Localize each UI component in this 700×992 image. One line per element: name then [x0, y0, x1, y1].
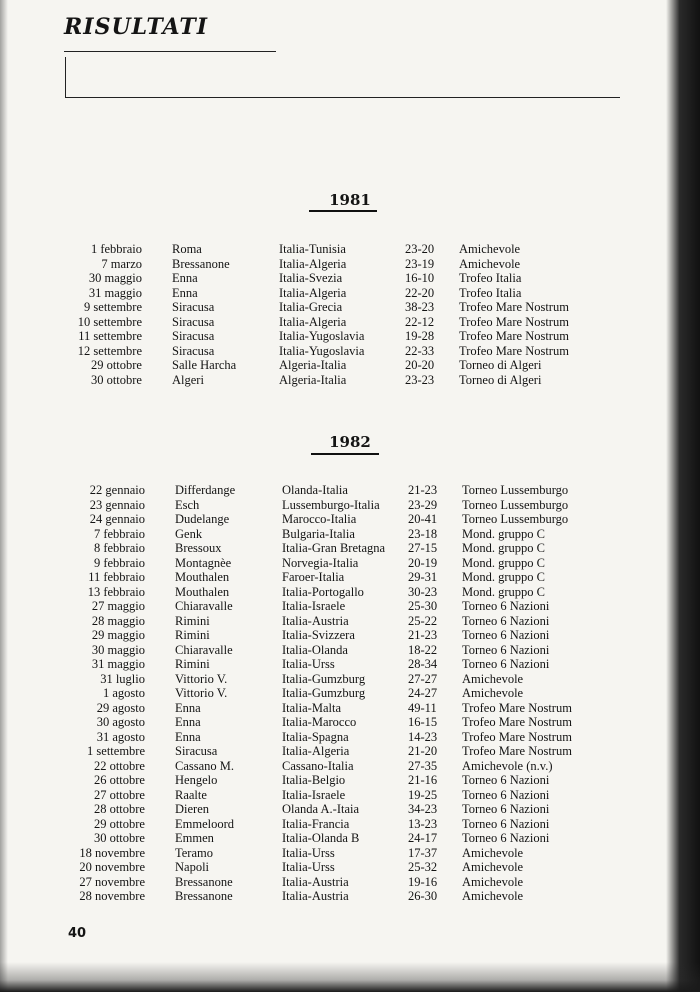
match-city: Enna — [172, 285, 198, 300]
match-date: 13 febbraio — [87, 584, 145, 599]
match-city: Rimini — [175, 613, 210, 628]
match-event: Amichevole — [459, 242, 521, 256]
section-year-1982: 1982 — [329, 433, 371, 451]
match-city: Esch — [175, 497, 200, 512]
table-row — [0, 860, 700, 875]
table-row — [0, 831, 700, 846]
year-underline-1981 — [309, 210, 377, 212]
table-row — [0, 300, 700, 315]
title-underline — [64, 51, 276, 52]
match-event: Torneo 6 Nazioni — [462, 831, 550, 845]
match-event: Torneo di Algeri — [459, 372, 542, 387]
match-event: Torneo 6 Nazioni — [462, 802, 550, 816]
match-score: 49-11 — [408, 700, 437, 715]
match-score: 23-29 — [408, 497, 438, 512]
table-row — [0, 242, 700, 257]
table-row — [0, 744, 700, 759]
match-date: 7 marzo — [101, 256, 142, 271]
match-event: Torneo 6 Nazioni — [462, 642, 550, 657]
match-teams: Italia-Spagna — [282, 729, 349, 744]
page-title: RISULTATI — [64, 14, 209, 40]
match-city: Bressanone — [172, 256, 230, 271]
match-teams: Olanda-Italia — [282, 483, 348, 497]
match-date: 18 novembre — [79, 845, 145, 860]
match-score: 27-35 — [408, 758, 438, 773]
match-city: Rimini — [175, 628, 210, 642]
match-event: Mond. gruppo C — [462, 570, 545, 584]
match-date: 27 ottobre — [93, 787, 145, 802]
match-score: 25-30 — [408, 599, 438, 613]
match-score: 22-33 — [405, 343, 435, 358]
match-teams: Norvegia-Italia — [282, 555, 359, 570]
match-teams: Italia-Urss — [282, 860, 335, 874]
table-row — [0, 483, 700, 498]
scan-shadow-right — [666, 0, 700, 992]
match-score: 19-16 — [408, 874, 438, 889]
match-score: 19-25 — [408, 787, 438, 802]
match-teams: Faroer-Italia — [282, 570, 345, 584]
match-event: Amichevole (n.v.) — [462, 758, 553, 773]
match-score: 24-27 — [408, 686, 438, 700]
results-table-1982 — [0, 483, 700, 904]
match-teams: Italia-Marocco — [282, 715, 357, 729]
match-date: 22 gennaio — [89, 483, 145, 497]
match-event: Mond. gruppo C — [462, 541, 545, 555]
match-event: Torneo 6 Nazioni — [462, 787, 550, 802]
match-teams: Italia-Urss — [282, 657, 335, 671]
scan-shadow-bottom — [0, 962, 700, 992]
match-city: Dudelange — [175, 512, 230, 526]
results-table-1981 — [0, 242, 700, 387]
match-date: 7 febbraio — [93, 526, 145, 541]
match-score: 34-23 — [408, 802, 438, 816]
match-date: 28 ottobre — [93, 802, 145, 816]
match-date: 23 gennaio — [89, 497, 145, 512]
table-row — [0, 599, 700, 614]
match-city: Mouthalen — [175, 570, 230, 584]
match-teams: Italia-Austria — [282, 889, 349, 903]
match-event: Trofeo Mare Nostrum — [459, 329, 569, 343]
match-date: 8 febbraio — [93, 541, 145, 555]
match-city: Enna — [175, 700, 201, 715]
match-city: Siracusa — [172, 329, 215, 343]
match-event: Trofeo Mare Nostrum — [459, 314, 569, 329]
match-city: Genk — [175, 526, 203, 541]
match-score: 14-23 — [408, 729, 438, 744]
match-date: 31 maggio — [88, 285, 142, 300]
table-row — [0, 527, 700, 542]
header-rule-frame — [65, 57, 620, 98]
match-teams: Italia-Francia — [282, 816, 350, 831]
table-row — [0, 271, 700, 286]
match-teams: Italia-Gran Bretagna — [282, 541, 386, 555]
match-city: Napoli — [175, 860, 210, 874]
table-row — [0, 889, 700, 904]
match-city: Dieren — [175, 802, 210, 816]
match-teams: Italia-Portogallo — [282, 584, 364, 599]
match-date: 10 settembre — [77, 314, 142, 329]
match-event: Torneo 6 Nazioni — [462, 657, 550, 671]
match-event: Trofeo Mare Nostrum — [462, 700, 572, 715]
match-city: Siracusa — [172, 343, 215, 358]
match-score: 27-27 — [408, 671, 438, 686]
match-city: Emmen — [175, 831, 214, 845]
match-event: Torneo di Algeri — [459, 358, 542, 372]
match-score: 23-23 — [405, 372, 435, 387]
match-event: Torneo 6 Nazioni — [462, 816, 550, 831]
match-score: 24-17 — [408, 831, 438, 845]
match-event: Mond. gruppo C — [462, 584, 545, 599]
match-city: Rimini — [175, 657, 210, 671]
match-date: 1 agosto — [102, 686, 145, 700]
table-row — [0, 817, 700, 832]
table-row — [0, 570, 700, 585]
match-date: 29 ottobre — [90, 358, 142, 372]
table-row — [0, 315, 700, 330]
table-row — [0, 585, 700, 600]
match-date: 20 novembre — [79, 860, 145, 874]
match-date: 28 maggio — [91, 613, 145, 628]
table-row — [0, 286, 700, 301]
match-city: Salle Harcha — [172, 358, 237, 372]
match-date: 30 ottobre — [93, 831, 145, 845]
match-event: Amichevole — [462, 686, 524, 700]
table-row — [0, 498, 700, 513]
match-teams: Lussemburgo-Italia — [282, 497, 380, 512]
match-city: Siracusa — [172, 300, 215, 314]
section-year-1981: 1981 — [329, 191, 371, 209]
match-score: 27-15 — [408, 541, 438, 555]
match-event: Torneo Lussemburgo — [462, 512, 569, 526]
match-event: Trofeo Mare Nostrum — [459, 300, 569, 314]
match-score: 23-19 — [405, 256, 435, 271]
match-date: 11 settembre — [78, 329, 142, 343]
match-event: Torneo 6 Nazioni — [462, 628, 550, 642]
match-event: Amichevole — [462, 889, 524, 903]
match-teams: Italia-Algeria — [279, 256, 347, 271]
match-city: Chiaravalle — [175, 642, 233, 657]
match-teams: Bulgaria-Italia — [282, 526, 355, 541]
match-event: Amichevole — [462, 874, 524, 889]
year-underline-1982 — [311, 453, 379, 455]
match-teams: Italia-Algeria — [279, 285, 347, 300]
match-city: Emmeloord — [175, 816, 235, 831]
match-score: 26-30 — [408, 889, 438, 903]
match-date: 24 gennaio — [89, 512, 145, 526]
match-city: Vittorio V. — [175, 686, 228, 700]
match-city: Enna — [172, 271, 198, 285]
table-row — [0, 846, 700, 861]
match-event: Trofeo Mare Nostrum — [462, 744, 572, 758]
match-city: Teramo — [175, 845, 213, 860]
match-date: 1 febbraio — [90, 242, 142, 256]
match-score: 19-28 — [405, 329, 435, 343]
table-row — [0, 541, 700, 556]
match-date: 11 febbraio — [88, 570, 145, 584]
match-score: 25-32 — [408, 860, 438, 874]
match-event: Amichevole — [462, 860, 524, 874]
match-score: 21-23 — [408, 628, 438, 642]
table-row — [0, 643, 700, 658]
match-event: Trofeo Italia — [459, 271, 522, 285]
table-row — [0, 773, 700, 788]
match-date: 31 agosto — [96, 729, 145, 744]
table-row — [0, 802, 700, 817]
match-city: Chiaravalle — [175, 599, 233, 613]
match-score: 21-16 — [408, 773, 438, 787]
match-score: 13-23 — [408, 816, 438, 831]
match-date: 27 novembre — [79, 874, 145, 889]
table-row — [0, 358, 700, 373]
match-date: 30 agosto — [96, 715, 145, 729]
match-score: 21-23 — [408, 483, 438, 497]
match-teams: Italia-Svezia — [279, 271, 343, 285]
match-teams: Algeria-Italia — [279, 358, 347, 372]
match-score: 30-23 — [408, 584, 438, 599]
match-date: 29 ottobre — [93, 816, 145, 831]
match-teams: Italia-Grecia — [279, 300, 343, 314]
match-score: 38-23 — [405, 300, 435, 314]
match-city: Roma — [172, 242, 202, 256]
match-date: 9 febbraio — [93, 555, 145, 570]
table-row — [0, 715, 700, 730]
match-date: 31 luglio — [100, 671, 145, 686]
match-city: Differdange — [175, 483, 236, 497]
match-city: Vittorio V. — [175, 671, 228, 686]
match-city: Algeri — [172, 372, 204, 387]
match-teams: Italia-Austria — [282, 613, 349, 628]
match-teams: Algeria-Italia — [279, 372, 347, 387]
match-teams: Italia-Urss — [282, 845, 335, 860]
match-teams: Italia-Israele — [282, 599, 346, 613]
match-teams: Italia-Israele — [282, 787, 346, 802]
match-city: Montagnèe — [175, 555, 232, 570]
match-teams: Olanda A.-Itaia — [282, 802, 360, 816]
table-row — [0, 373, 700, 388]
match-score: 16-10 — [405, 271, 435, 285]
match-teams: Italia-Austria — [282, 874, 349, 889]
table-row — [0, 788, 700, 803]
match-score: 20-19 — [408, 555, 438, 570]
table-row — [0, 672, 700, 687]
match-teams: Italia-Olanda — [282, 642, 348, 657]
match-score: 22-12 — [405, 314, 435, 329]
match-score: 28-34 — [408, 657, 438, 671]
match-score: 17-37 — [408, 845, 438, 860]
match-city: Bressoux — [175, 541, 222, 555]
page-number: 40 — [68, 926, 87, 941]
match-date: 30 maggio — [88, 271, 142, 285]
match-city: Enna — [175, 729, 201, 744]
match-city: Bressanone — [175, 874, 233, 889]
match-teams: Italia-Belgio — [282, 773, 346, 787]
match-city: Bressanone — [175, 889, 233, 903]
match-teams: Italia-Algeria — [279, 314, 347, 329]
match-event: Amichevole — [462, 845, 524, 860]
match-score: 29-31 — [408, 570, 438, 584]
match-date: 29 maggio — [91, 628, 145, 642]
match-city: Mouthalen — [175, 584, 230, 599]
table-row — [0, 329, 700, 344]
match-date: 26 ottobre — [93, 773, 145, 787]
match-city: Enna — [175, 715, 201, 729]
match-city: Hengelo — [175, 773, 218, 787]
match-city: Siracusa — [175, 744, 218, 758]
match-event: Torneo Lussemburgo — [462, 483, 569, 497]
match-event: Mond. gruppo C — [462, 555, 545, 570]
match-event: Torneo 6 Nazioni — [462, 613, 550, 628]
match-date: 22 ottobre — [93, 758, 145, 773]
match-date: 9 settembre — [84, 300, 142, 314]
match-event: Amichevole — [462, 671, 524, 686]
table-row — [0, 875, 700, 890]
match-event: Mond. gruppo C — [462, 526, 545, 541]
match-teams: Cassano-Italia — [282, 758, 354, 773]
match-event: Torneo Lussemburgo — [462, 497, 569, 512]
table-row — [0, 614, 700, 629]
table-row — [0, 257, 700, 272]
match-date: 12 settembre — [77, 343, 142, 358]
match-teams: Italia-Svizzera — [282, 628, 355, 642]
match-date: 30 ottobre — [90, 372, 142, 387]
match-event: Torneo 6 Nazioni — [462, 773, 550, 787]
match-event: Trofeo Mare Nostrum — [462, 729, 572, 744]
match-date: 30 maggio — [91, 642, 145, 657]
match-score: 16-15 — [408, 715, 438, 729]
match-teams: Italia-Tunisia — [279, 242, 346, 256]
match-event: Amichevole — [459, 256, 521, 271]
table-row — [0, 657, 700, 672]
match-teams: Italia-Gumzburg — [282, 671, 366, 686]
table-row — [0, 512, 700, 527]
table-row — [0, 759, 700, 774]
match-event: Trofeo Italia — [459, 285, 522, 300]
match-score: 22-20 — [405, 285, 435, 300]
match-date: 29 agosto — [96, 700, 145, 715]
match-teams: Italia-Yugoslavia — [279, 343, 365, 358]
match-score: 18-22 — [408, 642, 438, 657]
match-score: 20-20 — [405, 358, 435, 372]
match-score: 23-18 — [408, 526, 438, 541]
match-date: 27 maggio — [91, 599, 145, 613]
match-city: Siracusa — [172, 314, 215, 329]
match-score: 21-20 — [408, 744, 438, 758]
match-city: Cassano M. — [175, 758, 235, 773]
match-teams: Marocco-Italia — [282, 512, 357, 526]
match-event: Trofeo Mare Nostrum — [459, 343, 569, 358]
match-teams: Italia-Algeria — [282, 744, 350, 758]
match-date: 1 settembre — [87, 744, 145, 758]
table-row — [0, 344, 700, 359]
match-teams: Italia-Gumzburg — [282, 686, 366, 700]
match-city: Raalte — [175, 787, 207, 802]
match-teams: Italia-Olanda B — [282, 831, 360, 845]
match-event: Trofeo Mare Nostrum — [462, 715, 572, 729]
table-row — [0, 628, 700, 643]
match-score: 25-22 — [408, 613, 438, 628]
match-date: 28 novembre — [79, 889, 145, 903]
match-teams: Italia-Malta — [282, 700, 341, 715]
match-date: 31 maggio — [91, 657, 145, 671]
table-row — [0, 701, 700, 716]
match-score: 23-20 — [405, 242, 435, 256]
match-teams: Italia-Yugoslavia — [279, 329, 365, 343]
table-row — [0, 556, 700, 571]
table-row — [0, 686, 700, 701]
match-score: 20-41 — [408, 512, 438, 526]
table-row — [0, 730, 700, 745]
match-event: Torneo 6 Nazioni — [462, 599, 550, 613]
